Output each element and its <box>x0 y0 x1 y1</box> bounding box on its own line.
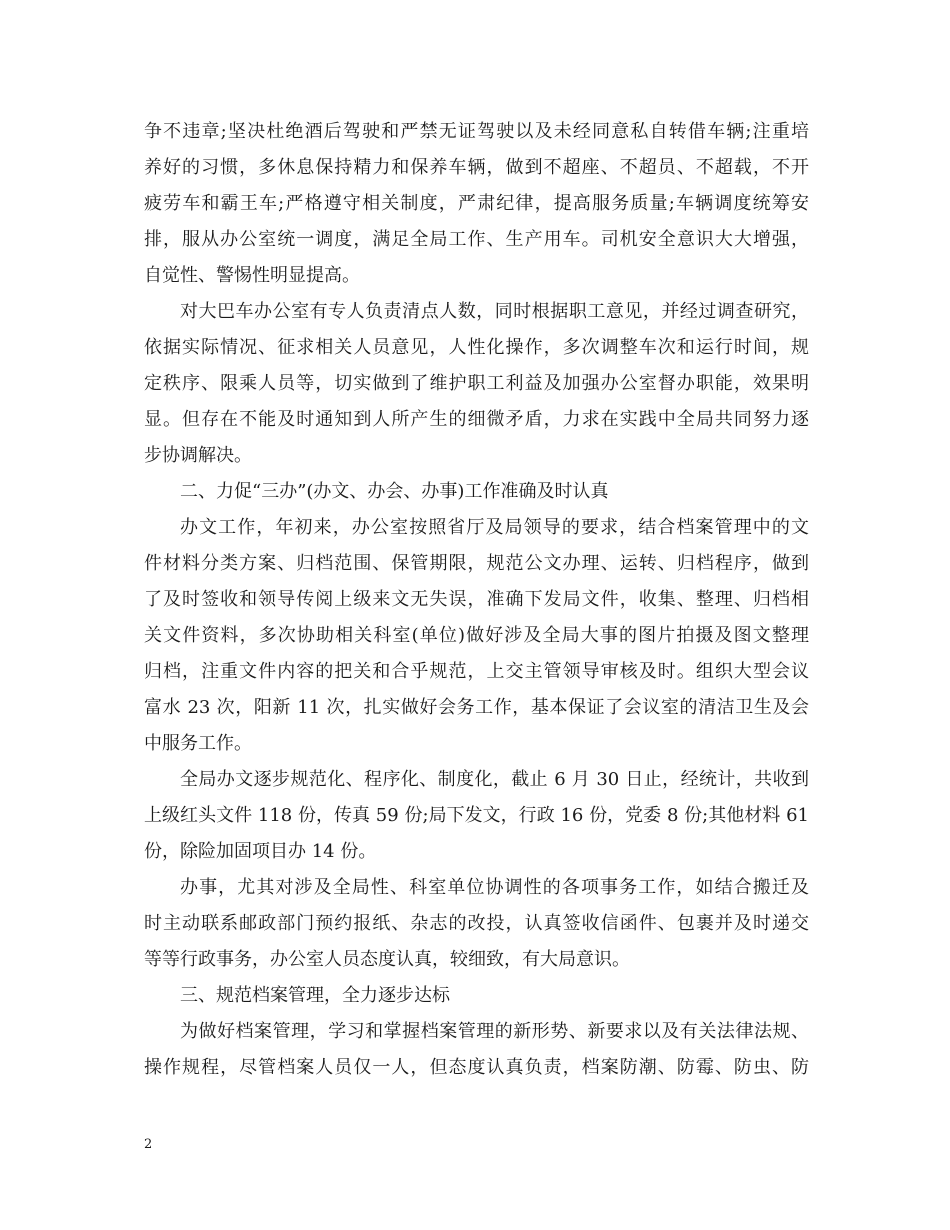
text-line: 争不违章;坚决杜绝酒后驾驶和严禁无证驾驶以及未经同意私自转借车辆;注重培 <box>144 121 809 142</box>
paragraph-bus-management <box>144 294 809 474</box>
section-heading-two <box>144 474 809 510</box>
text-line: 排，服从办公室统一调度，满足全局工作、生产用车。司机安全意识大大增强， <box>144 229 809 250</box>
text-line: 对大巴车办公室有专人负责清点人数，同时根据职工意见，并经过调查研究， <box>180 301 809 322</box>
text-line: 办文工作，年初来，办公室按照省厅及局领导的要求，结合档案管理中的文 <box>180 517 809 538</box>
text-line: 归档，注重文件内容的把关和合乎规范，上交主管领导审核及时。组织大型会议 <box>144 661 809 682</box>
paragraph-affairs-handling <box>144 870 809 978</box>
text-line: 操作规程，尽管档案人员仅一人，但态度认真负责，档案防潮、防霉、防虫、防 <box>144 1057 809 1078</box>
text-line: 关文件资料，多次协助相关科室(单位)做好涉及全局大事的图片拍摄及图文整理 <box>144 625 809 646</box>
text-line: 显。但存在不能及时通知到人所产生的细微矛盾，力求在实践中全局共同努力逐 <box>144 409 809 430</box>
heading-text: 二、力促“三办”(办文、办会、办事)工作准确及时认真 <box>180 481 609 502</box>
text-line: 养好的习惯，多休息保持精力和保养车辆，做到不超座、不超员、不超载，不开 <box>144 157 809 178</box>
text-line: 全局办文逐步规范化、程序化、制度化，截止 6 月 30 日止，经统计，共收到 <box>180 769 809 790</box>
text-line: 为做好档案管理，学习和掌握档案管理的新形势、新要求以及有关法律法规、 <box>180 1021 809 1042</box>
page-number: 2 <box>144 1137 153 1152</box>
text-line: 步协调解决。 <box>144 445 252 466</box>
text-line: 办事，尤其对涉及全局性、科室单位协调性的各项事务工作，如结合搬迁及 <box>180 877 809 898</box>
text-line: 依据实际情况、征求相关人员意见，人性化操作，多次调整车次和运行时间，规 <box>144 337 809 358</box>
text-line: 件材料分类方案、归档范围、保管期限，规范公文办理、运转、归档程序，做到 <box>144 553 809 574</box>
text-line: 自觉性、警惕性明显提高。 <box>144 265 360 286</box>
paragraph-document-handling <box>144 510 809 762</box>
text-line: 定秩序、限乘人员等，切实做到了维护职工利益及加强办公室督办职能，效果明 <box>144 373 809 394</box>
text-line: 上级红头文件 118 份，传真 59 份;局下发文，行政 16 份，党委 8 份;其他材料 61 <box>144 805 809 826</box>
heading-text: 三、规范档案管理，全力逐步达标 <box>180 985 450 1006</box>
paragraph-driver-safety <box>144 114 809 294</box>
paragraph-archive-management <box>144 1014 809 1086</box>
text-line: 时主动联系邮政部门预约报纸、杂志的改投，认真签收信函件、包裹并及时递交 <box>144 913 809 934</box>
text-line: 份，除险加固项目办 14 份。 <box>144 841 377 862</box>
text-line: 了及时签收和领导传阅上级来文无失误，准确下发局文件，收集、整理、归档相 <box>144 589 809 610</box>
text-line: 疲劳车和霸王车;严格遵守相关制度，严肃纪律，提高服务质量;车辆调度统筹安 <box>144 193 809 214</box>
document-body <box>144 114 809 1086</box>
section-heading-three <box>144 978 809 1014</box>
text-line: 等等行政事务，办公室人员态度认真，较细致，有大局意识。 <box>144 949 630 970</box>
paragraph-document-statistics <box>144 762 809 870</box>
text-line: 中服务工作。 <box>144 733 252 754</box>
text-line: 富水 23 次，阳新 11 次，扎实做好会务工作，基本保证了会议室的清洁卫生及会 <box>144 697 809 718</box>
